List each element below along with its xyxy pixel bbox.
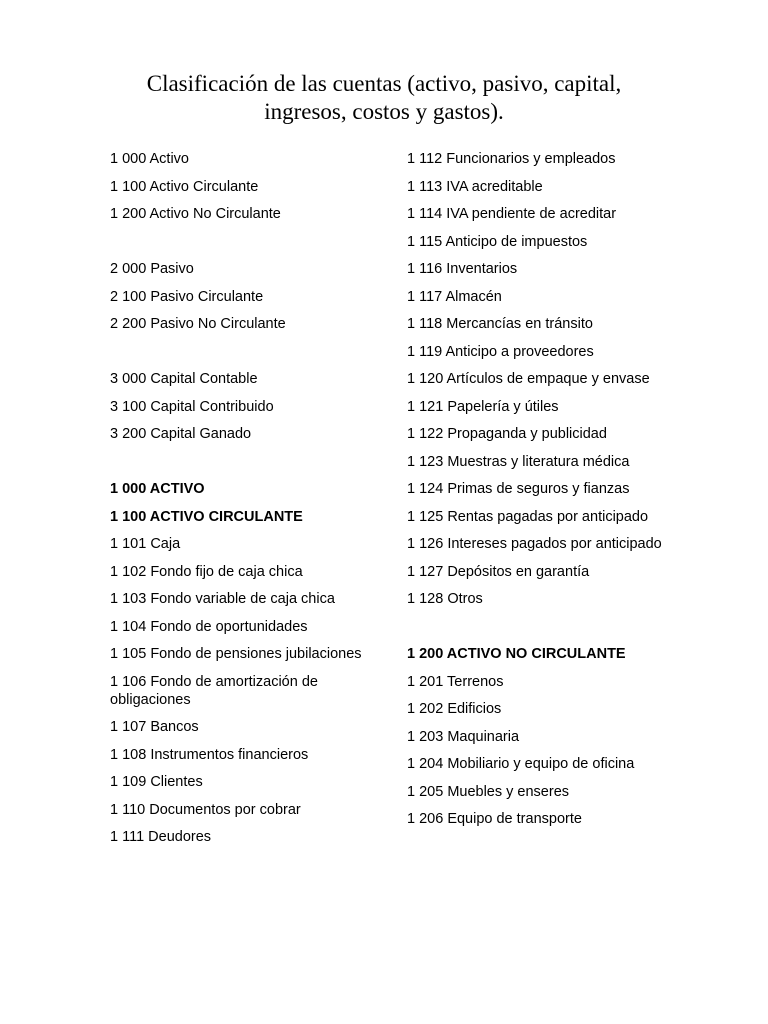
account-entry: 1 119 Anticipo a proveedores <box>407 343 594 360</box>
account-entry: 1 205 Muebles y enseres <box>407 783 570 800</box>
account-entry: 1 124 Primas de seguros y fianzas <box>407 481 630 497</box>
section-spacer <box>110 453 372 481</box>
account-entry: 1 123 Muestras y literatura médica <box>407 453 630 470</box>
account-entry: 1 105 Fondo de pensiones jubilaciones <box>110 646 362 662</box>
account-entry: 1 204 Mobiliario y equipo de oficina <box>407 756 635 772</box>
account-entry: 1 118 Mercancías en tránsito <box>407 316 593 332</box>
account-entry: 1 111 Deudores <box>110 829 212 845</box>
account-entry: 1 109 Clientes <box>110 774 203 790</box>
account-entry: 1 128 Otros <box>407 591 483 607</box>
document-title <box>0 70 768 126</box>
account-entry: 1 201 Terrenos <box>407 673 504 690</box>
right-account-column <box>407 150 662 838</box>
account-entry: 1 104 Fondo de oportunidades <box>110 618 308 635</box>
section-spacer <box>110 343 372 371</box>
account-entry: 3 100 Capital Contribuido <box>110 398 274 415</box>
title-line-2: ingresos, costos y gastos). <box>264 99 504 124</box>
account-entry: 1 206 Equipo de transporte <box>407 811 582 827</box>
account-entry: 1 127 Depósitos en garantía <box>407 563 590 580</box>
account-entry: 1 202 Edificios <box>407 701 502 717</box>
account-entry: 1 112 Funcionarios y empleados <box>407 151 616 167</box>
account-entry: 1 106 Fondo de amortización de obligaciones <box>110 673 318 708</box>
account-entry: 1 100 Activo Circulante <box>110 178 259 195</box>
section-spacer <box>110 233 372 261</box>
account-entry: 1 121 Papelería y útiles <box>407 398 559 415</box>
account-entry: 1 116 Inventarios <box>407 261 518 277</box>
account-entry: 1 122 Propaganda y publicidad <box>407 426 607 442</box>
account-entry: 1 103 Fondo variable de caja chica <box>110 591 335 607</box>
section-spacer <box>407 618 662 646</box>
left-account-column <box>110 150 372 856</box>
account-entry: 2 200 Pasivo No Circulante <box>110 316 286 332</box>
account-entry: 1 107 Bancos <box>110 719 199 735</box>
account-entry: 1 203 Maquinaria <box>407 728 520 745</box>
account-entry: 1 115 Anticipo de impuestos <box>407 233 588 250</box>
account-entry: 1 114 IVA pendiente de acreditar <box>407 206 617 222</box>
section-heading: 1 100 ACTIVO CIRCULANTE <box>110 508 303 525</box>
account-entry: 1 108 Instrumentos financieros <box>110 746 309 763</box>
account-entry: 3 000 Capital Contable <box>110 371 258 387</box>
account-entry: 2 000 Pasivo <box>110 261 194 277</box>
title-line-1: Clasificación de las cuentas (activo, pasivo, capital, <box>146 71 622 96</box>
account-entry: 1 200 Activo No Circulante <box>110 206 281 222</box>
account-entry: 1 102 Fondo fijo de caja chica <box>110 563 303 580</box>
section-heading: 1 000 ACTIVO <box>110 481 205 497</box>
section-heading: 1 200 ACTIVO NO CIRCULANTE <box>407 646 626 662</box>
account-entry: 1 000 Activo <box>110 151 189 167</box>
account-entry: 3 200 Capital Ganado <box>110 426 252 442</box>
account-entry: 1 120 Artículos de empaque y envase <box>407 371 650 387</box>
account-entry: 1 110 Documentos por cobrar <box>110 801 301 818</box>
account-entry: 1 113 IVA acreditable <box>407 178 543 195</box>
account-entry: 1 101 Caja <box>110 536 181 552</box>
account-entry: 1 117 Almacén <box>407 288 502 305</box>
account-entry: 1 126 Intereses pagados por anticipado <box>407 536 662 552</box>
account-entry: 1 125 Rentas pagadas por anticipado <box>407 508 649 525</box>
account-entry: 2 100 Pasivo Circulante <box>110 288 264 305</box>
